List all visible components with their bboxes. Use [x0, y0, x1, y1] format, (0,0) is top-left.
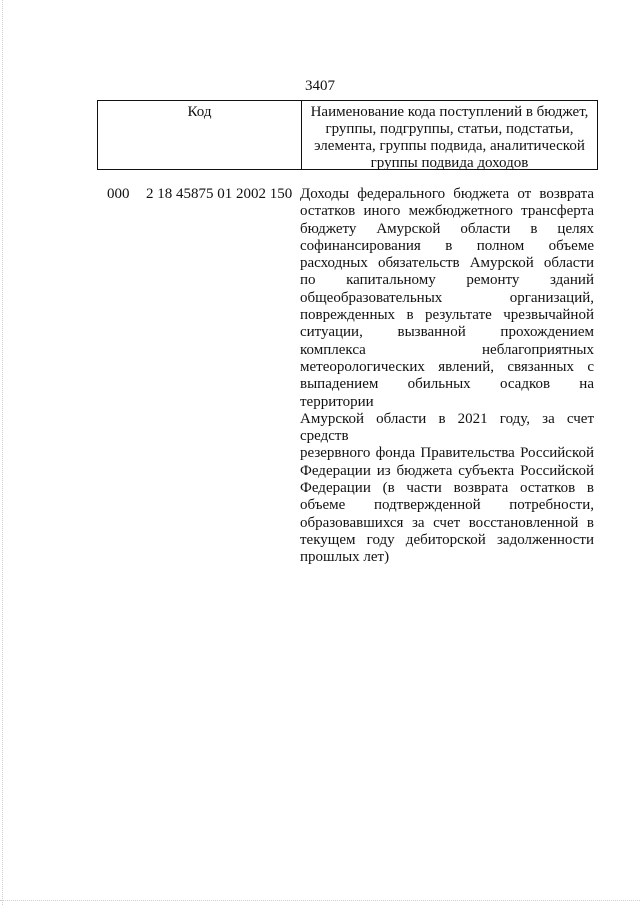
description-line: поврежденных в результате чрезвычайной [300, 307, 594, 324]
header-name-column: Наименование кода поступлений в бюджет, группы, подгруппы, статьи, подстатьи, элемента, группы подвида, аналитической группы подвида доходов [310, 104, 589, 171]
scan-edge-bottom [0, 900, 640, 902]
description-line: образовавшихся за счет восстановленной в [300, 514, 594, 531]
description-line: по капитальному ремонту зданий [300, 272, 594, 289]
description-line: остатков иного межбюджетного трансферта [300, 203, 594, 220]
description-line: текущем году дебиторской задолженности [300, 531, 594, 548]
description-line: Федерации из бюджета субъекта Российской [300, 462, 594, 479]
scan-edge-left [2, 0, 4, 905]
row-admin-code: 000 [107, 186, 130, 202]
description-line: общеобразовательных организаций, [300, 289, 594, 306]
row-revenue-code: 2 18 45875 01 2002 150 [146, 186, 293, 202]
description-line: метеорологических явлений, связанных с [300, 358, 594, 375]
description-line: бюджету Амурской области в целях [300, 220, 594, 237]
table-header [97, 100, 598, 170]
description-line: софинансирования в полном объеме [300, 237, 594, 254]
description-line: прошлых лет) [300, 549, 390, 566]
description-line: расходных обязательств Амурской области [300, 255, 594, 272]
row-description [300, 186, 594, 567]
header-code-column: Код [98, 101, 302, 169]
description-line: резервного фонда Правительства Российской [300, 445, 594, 462]
description-line: объеме подтвержденной потребности, [300, 497, 594, 514]
description-line: Федерации (в части возврата остатков в [300, 480, 594, 497]
description-line: Амурской области в 2021 году, за счет средств [300, 410, 594, 445]
description-line: выпадением обильных осадков на территории [300, 376, 594, 410]
page-number: 3407 [305, 78, 335, 94]
description-line: ситуации, вызванной прохождением [300, 324, 594, 341]
description-line: Доходы федерального бюджета от возврата [300, 186, 594, 202]
description-line: комплекса неблагоприятных [300, 341, 594, 358]
